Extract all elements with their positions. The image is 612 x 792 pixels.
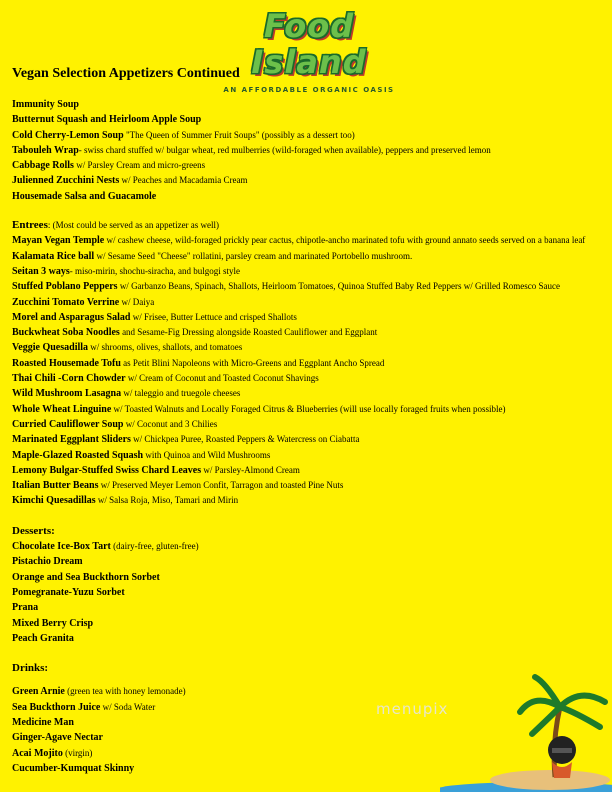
logo-tagline: AN AFFORDABLE ORGANIC OASIS (223, 86, 395, 94)
entree-item-name: Veggie Quesadilla (12, 342, 89, 354)
drink-item-description: w/ Soda Water (100, 701, 156, 712)
dessert-item-name: Chocolate Ice-Box Tart (12, 541, 111, 553)
appetizer-item (12, 158, 602, 173)
drink-item-description: (green tea with honey lemonade) (64, 686, 186, 697)
dessert-item (12, 570, 602, 585)
entree-item-name: Kalamata Rice ball (12, 250, 95, 262)
entree-item (12, 279, 602, 294)
entree-item (12, 310, 602, 325)
drink-item-name: Acai Mojito (12, 747, 63, 759)
entree-item-name: Wild Mushroom Lasagna (12, 388, 122, 400)
appetizer-item-description: w/ Peaches and Macadamia Cream (119, 175, 248, 186)
drink-item-name: Ginger-Agave Nectar (12, 732, 103, 744)
watermark: menupix (376, 700, 449, 718)
entree-item-description: w/ Frisee, Butter Lettuce and crisped Shallots (130, 311, 297, 322)
entree-item-description: w/ Coconut and 3 Chilies (123, 418, 218, 429)
entree-item-description: w/ Daiya (119, 296, 155, 307)
entree-item (12, 295, 602, 310)
entree-item (12, 493, 602, 508)
entree-item-name: Stuffed Poblano Peppers (12, 281, 118, 293)
dessert-item (12, 631, 602, 646)
entree-item (12, 233, 602, 248)
entree-item-description: - miso-mirin, shochu-siracha, and bulgogi style (69, 265, 241, 276)
entree-item-description: w/ Salsa Roja, Miso, Tamari and Mirin (95, 495, 239, 506)
entree-item (12, 356, 602, 371)
appetizer-item-name: Cabbage Rolls (12, 160, 74, 172)
appetizer-item (12, 112, 602, 127)
desserts-header: Desserts: (12, 524, 55, 537)
entree-item-name: Whole Wheat Linguine (12, 403, 112, 415)
appetizer-item (12, 128, 602, 143)
entree-item-description: w/ Cream of Coconut and Toasted Coconut Shavings (125, 373, 319, 384)
entree-item-name: Maple-Glazed Roasted Squash (12, 449, 144, 461)
entree-item-name: Roasted Housemade Tofu (12, 357, 121, 369)
drinks-title: Drinks (12, 662, 45, 675)
dessert-item-name: Peach Granita (12, 632, 74, 644)
entree-item-description: w/ Sesame Seed "Cheese" rollatini, parsley cream and marinated Portobello mushroom. (94, 250, 413, 261)
appetizer-list (12, 97, 602, 204)
drink-item-name: Green Arnie (12, 686, 65, 698)
entree-item-name: Kimchi Quesadillas (12, 495, 96, 507)
appetizer-item-name: Butternut Squash and Heirloom Apple Soup (12, 114, 202, 126)
appetizer-item-description: w/ Parsley Cream and micro-greens (73, 160, 206, 171)
appetizer-item-description: - swiss chard stuffed w/ bulgar wheat, red mulberries (wild-foraged when available), peppers and preserved lemon (78, 144, 491, 155)
entree-item (12, 325, 602, 340)
entree-item-name: Seitan 3 ways (12, 265, 70, 277)
dessert-item (12, 585, 602, 600)
dessert-item-description: (dairy-free, gluten-free) (110, 541, 199, 552)
appetizer-item-name: Julienned Zucchini Nests (12, 175, 120, 187)
dessert-item-name: Orange and Sea Buckthorn Sorbet (12, 571, 160, 583)
entree-item (12, 249, 602, 264)
entrees-header (12, 218, 602, 233)
appetizer-item (12, 173, 602, 188)
entree-item (12, 371, 602, 386)
island-illustration (440, 672, 612, 792)
drink-item-description: (virgin) (62, 747, 93, 758)
appetizer-item (12, 189, 602, 204)
logo-name: Food Island (251, 7, 367, 81)
entree-item (12, 402, 602, 417)
dessert-item-name: Pistachio Dream (12, 556, 83, 568)
dessert-item (12, 539, 602, 554)
appetizer-item-name: Cold Cherry-Lemon Soup (12, 129, 124, 141)
page-title: Vegan Selection Appetizers Continued (12, 66, 240, 81)
entree-item (12, 432, 602, 447)
entree-item (12, 448, 602, 463)
mascot-glasses (552, 748, 572, 753)
drink-item-name: Sea Buckthorn Juice (12, 701, 101, 713)
entrees-title: Entrees (12, 219, 48, 232)
entree-item (12, 340, 602, 355)
entree-item-description: as Petit Blini Napoleons with Micro-Greens and Eggplant Ancho Spread (120, 357, 385, 368)
entree-item (12, 386, 602, 401)
drink-item-name: Medicine Man (12, 716, 74, 728)
desserts-title: Desserts (12, 524, 52, 537)
dessert-item-name: Mixed Berry Crisp (12, 617, 94, 629)
entree-item (12, 417, 602, 432)
entree-item (12, 463, 602, 478)
dessert-item (12, 616, 602, 631)
entree-item-name: Morel and Asparagus Salad (12, 311, 131, 323)
sand-shape (490, 770, 610, 790)
entrees-note: : (Most could be served as an appetizer as well) (47, 220, 220, 231)
entree-item (12, 264, 602, 279)
entree-item (12, 478, 602, 493)
entree-item-name: Lemony Bulgar-Stuffed Swiss Chard Leaves (12, 464, 202, 476)
dessert-item (12, 600, 602, 615)
entree-item-description: w/ shrooms, olives, shallots, and tomatoes (88, 342, 243, 353)
entree-item-description: w/ cashew cheese, wild-foraged prickly pear cactus, chipotle-ancho marinated tofu with ground annato seeds served on a banana leaf (104, 235, 586, 246)
appetizer-item-description: "The Queen of Summer Fruit Soups" (possibly as a dessert too) (123, 129, 355, 140)
entree-item-description: with Quinoa and Wild Mushrooms (143, 449, 271, 460)
entree-item-name: Italian Butter Beans (12, 480, 99, 492)
entree-item-description: w/ Chickpea Puree, Roasted Peppers & Watercress on Ciabatta (130, 434, 360, 445)
entree-item-name: Mayan Vegan Temple (12, 235, 105, 247)
entree-item-name: Curried Cauliflower Soup (12, 418, 124, 430)
entree-item-name: Zucchini Tomato Verrine (12, 296, 120, 308)
appetizer-item-name: Housemade Salsa and Guacamole (12, 190, 157, 202)
dessert-item-name: Pomegranate-Yuzu Sorbet (12, 586, 125, 598)
appetizer-item-name: Tabouleh Wrap (12, 144, 79, 156)
appetizer-item (12, 143, 602, 158)
logo (206, 7, 412, 94)
palm-leaves (520, 677, 605, 734)
entree-item-description: w/ Toasted Walnuts and Locally Foraged Citrus & Blueberries (will use locally foraged fruits when possible) (111, 403, 506, 414)
dessert-item (12, 554, 602, 569)
entree-item-description: w/ Parsley-Almond Cream (201, 464, 300, 475)
appetizer-item (12, 97, 602, 112)
entree-item-description: w/ taleggio and truegole cheeses (121, 388, 241, 399)
dessert-list (12, 539, 602, 646)
appetizer-item-name: Immunity Soup (12, 99, 79, 110)
drink-item-name: Cucumber-Kumquat Skinny (12, 762, 135, 774)
entree-item-name: Marinated Eggplant Sliders (12, 434, 131, 446)
drinks-header: Drinks: (12, 662, 49, 675)
dessert-item-name: Prana (12, 602, 39, 614)
entree-item-name: Thai Chili -Corn Chowder (12, 373, 126, 385)
entree-item-description: w/ Garbanzo Beans, Spinach, Shallots, Heirloom Tomatoes, Quinoa Stuffed Baby Red Peppers w/ Grilled Romesco Sauce (117, 281, 561, 292)
entree-item-description: w/ Preserved Meyer Lemon Confit, Tarragon and toasted Pine Nuts (98, 480, 344, 491)
entree-item-description: and Sesame-Fig Dressing alongside Roasted Cauliflower and Eggplant (119, 327, 378, 338)
entree-list (12, 233, 602, 508)
entree-item-name: Buckwheat Soba Noodles (12, 327, 120, 339)
